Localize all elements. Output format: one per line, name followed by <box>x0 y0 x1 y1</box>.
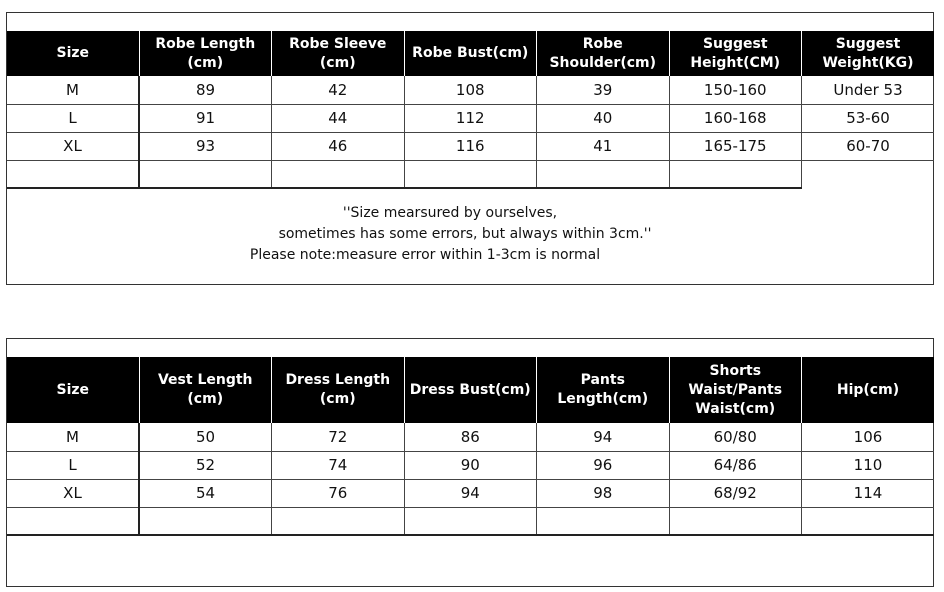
robe-size-table <box>7 31 934 189</box>
table-row <box>7 132 934 160</box>
header-waist: Shorts Waist/Pants Waist(cm) <box>669 357 802 423</box>
table-row <box>7 451 934 479</box>
header-robe-bust: Robe Bust(cm) <box>404 31 537 76</box>
table-row <box>7 104 934 132</box>
table-header-row <box>7 31 934 76</box>
table-cell: 52 <box>139 451 272 479</box>
table-cell: 90 <box>404 451 537 479</box>
header-dress-length: Dress Length (cm) <box>272 357 405 423</box>
empty-cell <box>537 160 670 188</box>
table-cell: 106 <box>802 423 935 451</box>
table-cell: 86 <box>404 423 537 451</box>
empty-cell <box>802 160 935 188</box>
size-cell: L <box>7 451 139 479</box>
table-cell: 60/80 <box>669 423 802 451</box>
header-robe-sleeve: Robe Sleeve (cm) <box>272 31 405 76</box>
table-cell: 72 <box>272 423 405 451</box>
table-cell: 150-160 <box>669 76 802 104</box>
empty-cell <box>669 507 802 535</box>
header-dress-bust: Dress Bust(cm) <box>404 357 537 423</box>
table-cell: 96 <box>537 451 670 479</box>
empty-cell <box>139 160 272 188</box>
table-row <box>7 423 934 451</box>
table-cell: 39 <box>537 76 670 104</box>
empty-cell <box>272 160 405 188</box>
table-cell: 165-175 <box>669 132 802 160</box>
note-line-2: sometimes has some errors, but always within 3cm.'' <box>278 226 652 242</box>
size-cell: XL <box>7 479 139 507</box>
empty-cell <box>404 507 537 535</box>
table-cell: 89 <box>139 76 272 104</box>
table-row <box>7 76 934 104</box>
table-cell: 108 <box>404 76 537 104</box>
table-cell: 112 <box>404 104 537 132</box>
header-size: Size <box>7 31 139 76</box>
table-cell: 114 <box>802 479 935 507</box>
table-cell: 74 <box>272 451 405 479</box>
table-cell: 42 <box>272 76 405 104</box>
set-size-table <box>7 357 934 536</box>
table-cell: 94 <box>404 479 537 507</box>
table-cell: Under 53 <box>802 76 935 104</box>
note-line-3: Please note:measure error within 1-3cm is normal <box>249 247 601 263</box>
empty-row <box>7 507 934 535</box>
header-pants-length: Pants Length(cm) <box>537 357 670 423</box>
table-cell: 44 <box>272 104 405 132</box>
size-cell: XL <box>7 132 139 160</box>
header-size: Size <box>7 357 139 423</box>
header-robe-length: Robe Length (cm) <box>139 31 272 76</box>
table-cell: 40 <box>537 104 670 132</box>
size-chart-set <box>6 338 934 587</box>
note-line-1: ''Size mearsured by ourselves, <box>342 205 558 221</box>
table-cell: 41 <box>537 132 670 160</box>
table-cell: 64/86 <box>669 451 802 479</box>
empty-row <box>7 160 934 188</box>
table-header-row <box>7 357 934 423</box>
empty-cell <box>7 160 139 188</box>
table-cell: 110 <box>802 451 935 479</box>
header-vest-length: Vest Length (cm) <box>139 357 272 423</box>
size-cell: M <box>7 76 139 104</box>
header-robe-shoulder: Robe Shoulder(cm) <box>537 31 670 76</box>
table-cell: 50 <box>139 423 272 451</box>
table-cell: 94 <box>537 423 670 451</box>
table-cell: 116 <box>404 132 537 160</box>
table-cell: 53-60 <box>802 104 935 132</box>
table-cell: 54 <box>139 479 272 507</box>
table-cell: 98 <box>537 479 670 507</box>
table-row <box>7 479 934 507</box>
size-cell: M <box>7 423 139 451</box>
empty-cell <box>272 507 405 535</box>
size-chart-robe <box>6 12 934 285</box>
table-cell: 68/92 <box>669 479 802 507</box>
empty-cell <box>139 507 272 535</box>
table-cell: 160-168 <box>669 104 802 132</box>
size-cell: L <box>7 104 139 132</box>
measurement-note <box>7 203 933 266</box>
table-cell: 76 <box>272 479 405 507</box>
empty-cell <box>802 507 935 535</box>
header-hip: Hip(cm) <box>802 357 935 423</box>
table-cell: 60-70 <box>802 132 935 160</box>
table-cell: 46 <box>272 132 405 160</box>
header-suggest-height: Suggest Height(CM) <box>669 31 802 76</box>
header-suggest-weight: Suggest Weight(KG) <box>802 31 935 76</box>
empty-cell <box>537 507 670 535</box>
table-cell: 91 <box>139 104 272 132</box>
empty-cell <box>669 160 802 188</box>
table-cell: 93 <box>139 132 272 160</box>
empty-cell <box>404 160 537 188</box>
empty-cell <box>7 507 139 535</box>
